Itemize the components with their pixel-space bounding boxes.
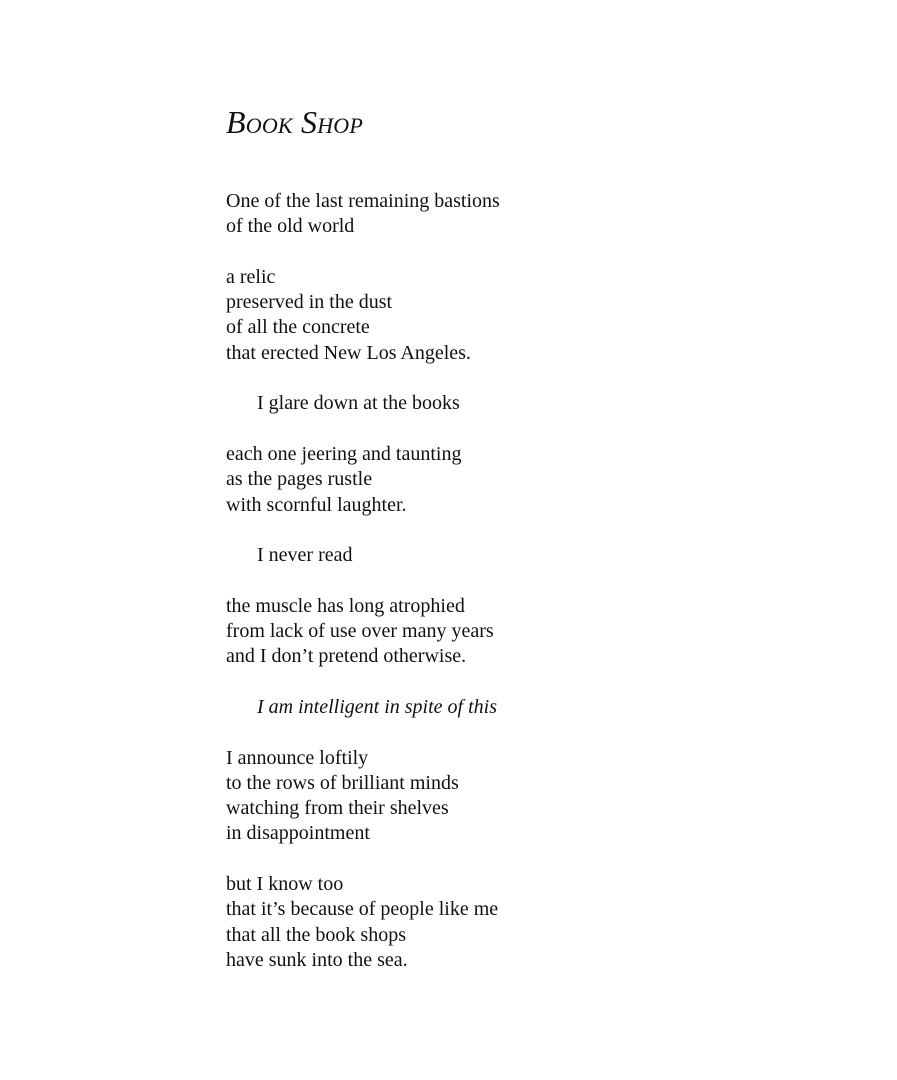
- poem-title: Book Shop: [226, 104, 364, 140]
- poem-line: a relic: [226, 265, 276, 288]
- poem-line-italic: I am intelligent in spite of this: [257, 695, 497, 718]
- poem-line: in disappointment: [226, 822, 370, 845]
- stanza: [226, 695, 786, 720]
- stanza: [226, 746, 786, 847]
- poem-line: that it’s because of people like me: [226, 898, 499, 921]
- poem-body: [226, 189, 786, 999]
- stanza: [226, 594, 786, 670]
- poem-line: have sunk into the sea.: [226, 948, 408, 971]
- poem-line: to the rows of brilliant minds: [226, 771, 459, 794]
- poem-line: of the old world: [226, 215, 355, 238]
- poem-line: One of the last remaining bastions: [226, 190, 500, 212]
- poem-line-indented: I never read: [257, 544, 353, 567]
- poem-line: that all the book shops: [226, 923, 406, 946]
- poem-line: the muscle has long atrophied: [226, 594, 465, 617]
- stanza: [226, 265, 786, 366]
- stanza: [226, 391, 786, 416]
- stanza: [226, 189, 786, 240]
- poem-line: from lack of use over many years: [226, 620, 494, 643]
- poem-line: of all the concrete: [226, 316, 370, 339]
- poem-line: and I don’t pretend otherwise.: [226, 645, 467, 668]
- poem-line-indented: I glare down at the books: [257, 392, 460, 415]
- stanza: [226, 442, 786, 518]
- poem-line: but I know too: [226, 873, 344, 896]
- poem-line: that erected New Los Angeles.: [226, 341, 471, 364]
- stanza: [226, 543, 786, 568]
- stanza: [226, 872, 786, 973]
- poem-line: I announce loftily: [226, 746, 369, 769]
- poem-line: watching from their shelves: [226, 797, 449, 820]
- poem-line: each one jeering and taunting: [226, 442, 462, 465]
- poem-line: preserved in the dust: [226, 291, 393, 314]
- poem-line: with scornful laughter.: [226, 493, 407, 516]
- poem-line: as the pages rustle: [226, 468, 373, 491]
